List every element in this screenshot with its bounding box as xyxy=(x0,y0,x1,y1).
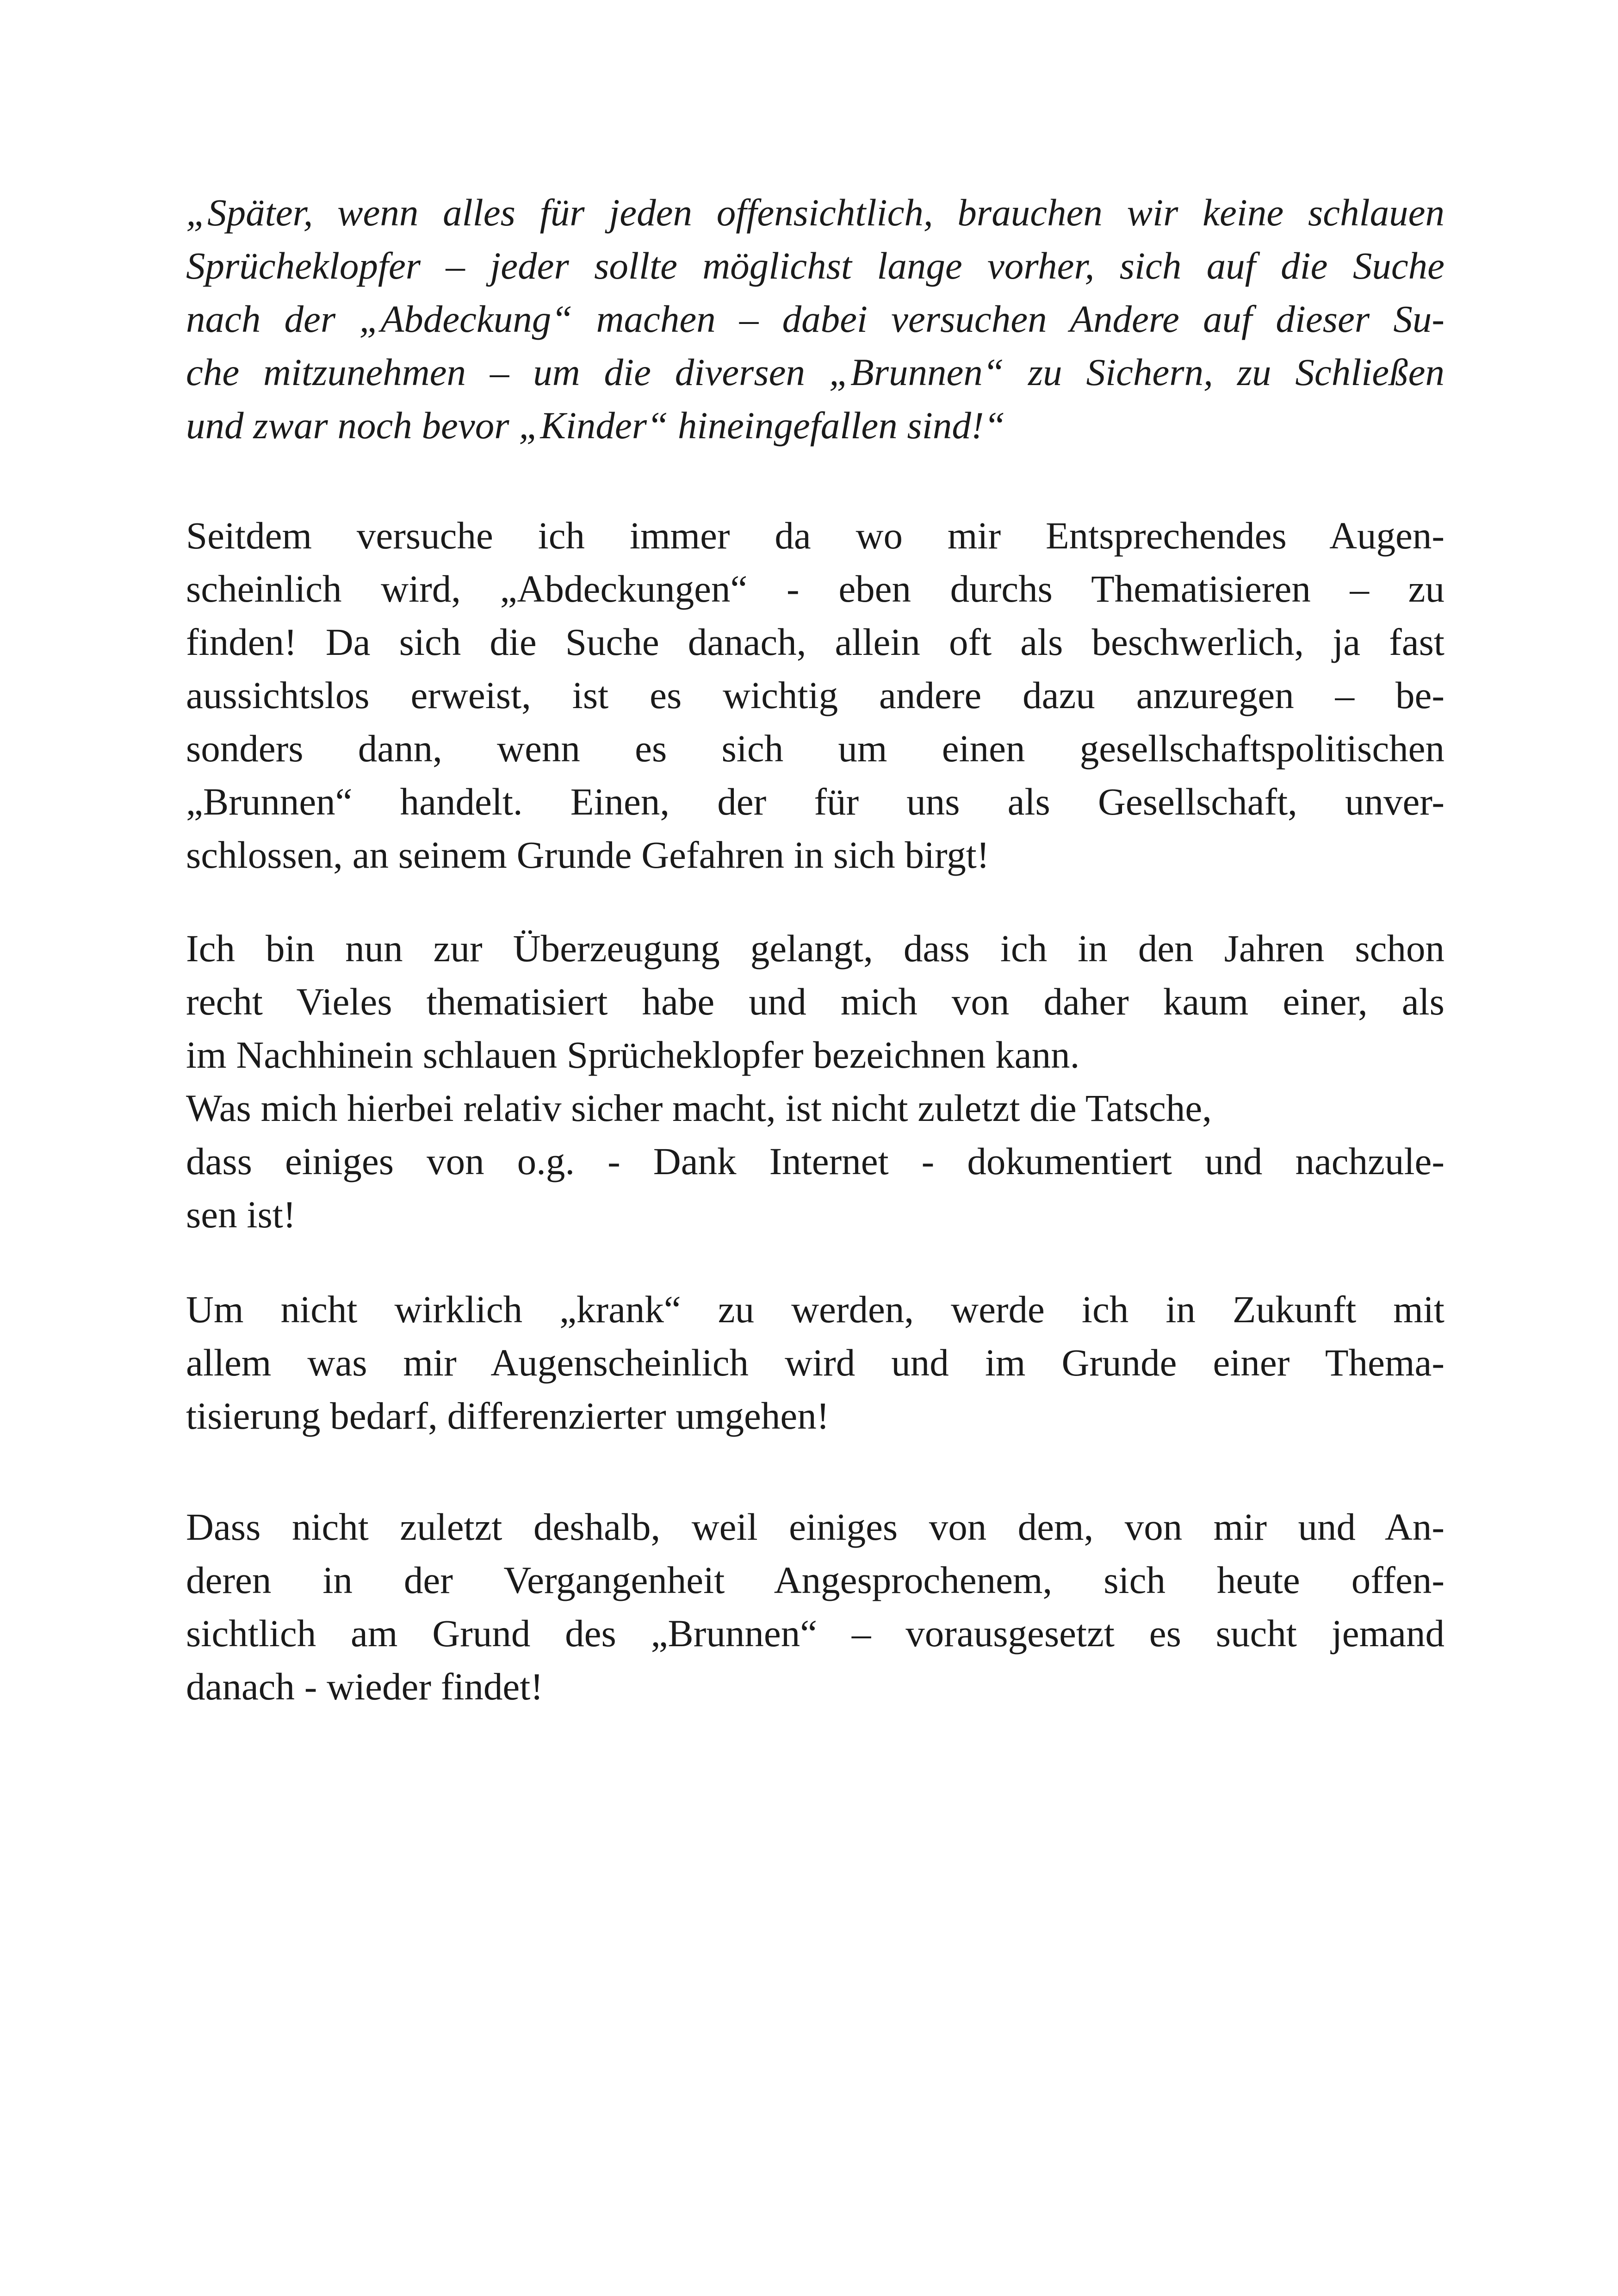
italic-quote-paragraph xyxy=(186,186,1444,452)
paragraph-line: Seitdem versuche ich immer da wo mir Entsprechendes Augen- xyxy=(186,514,1444,557)
paragraph-line: sonders dann, wenn es sich um einen gesellschaftspolitischen xyxy=(186,727,1444,770)
paragraph-line: recht Vieles thematisiert habe und mich von daher kaum einer, als xyxy=(186,980,1444,1023)
quote-line: und zwar noch bevor „Kinder“ hineingefallen sind!“ xyxy=(186,404,1005,447)
paragraph-line: Dass nicht zuletzt deshalb, weil einiges von dem, von mir und An- xyxy=(186,1506,1444,1548)
paragraph-line: „Brunnen“ handelt. Einen, der für uns als Gesellschaft, unver- xyxy=(186,780,1444,823)
paragraph-line: scheinlich wird, „Abdeckungen“ - eben durchs Thematisieren – zu xyxy=(186,567,1444,610)
paragraph-line: Ich bin nun zur Überzeugung gelangt, dass ich in den Jahren schon xyxy=(186,927,1444,970)
paragraph-line: sen ist! xyxy=(186,1193,296,1236)
quote-line: che mitzunehmen – um die diversen „Brunnen“ zu Sichern, zu Schließen xyxy=(186,351,1444,393)
quote-line: Sprücheklopfer – jeder sollte möglichst lange vorher, sich auf die Suche xyxy=(186,244,1444,287)
paragraph-line: deren in der Vergangenheit Angesprochenem, sich heute offen- xyxy=(186,1559,1444,1601)
paragraph-line: dass einiges von o.g. - Dank Internet - dokumentiert und nachzule- xyxy=(186,1140,1444,1182)
paragraph-1 xyxy=(186,509,1444,882)
paragraph-line: danach - wieder findet! xyxy=(186,1665,543,1708)
paragraph-line: aussichtslos erweist, ist es wichtig andere dazu anzuregen – be- xyxy=(186,674,1444,716)
quote-line: nach der „Abdeckung“ machen – dabei versuchen Andere auf dieser Su- xyxy=(186,298,1444,340)
paragraph-line: im Nachhinein schlauen Sprücheklopfer bezeichnen kann. xyxy=(186,1033,1080,1076)
paragraph-line: schlossen, an seinem Grunde Gefahren in sich birgt! xyxy=(186,834,990,876)
paragraph-4 xyxy=(186,1500,1444,1713)
quote-line: „Später, wenn alles für jeden offensichtlich, brauchen wir keine schlauen xyxy=(186,191,1444,234)
paragraph-line: tisierung bedarf, differenzierter umgehen! xyxy=(186,1394,830,1437)
paragraph-line: Um nicht wirklich „krank“ zu werden, werde ich in Zukunft mit xyxy=(186,1288,1444,1331)
paragraph-2 xyxy=(186,922,1444,1241)
paragraph-line: allem was mir Augenscheinlich wird und im Grunde einer Thema- xyxy=(186,1341,1444,1384)
paragraph-line: finden! Da sich die Suche danach, allein oft als beschwerlich, ja fast xyxy=(186,621,1444,663)
paragraph-3 xyxy=(186,1283,1444,1443)
paragraph-line: sichtlich am Grund des „Brunnen“ – vorausgesetzt es sucht jemand xyxy=(186,1612,1444,1655)
paragraph-line: Was mich hierbei relativ sicher macht, ist nicht zuletzt die Tatsche, xyxy=(186,1087,1212,1129)
